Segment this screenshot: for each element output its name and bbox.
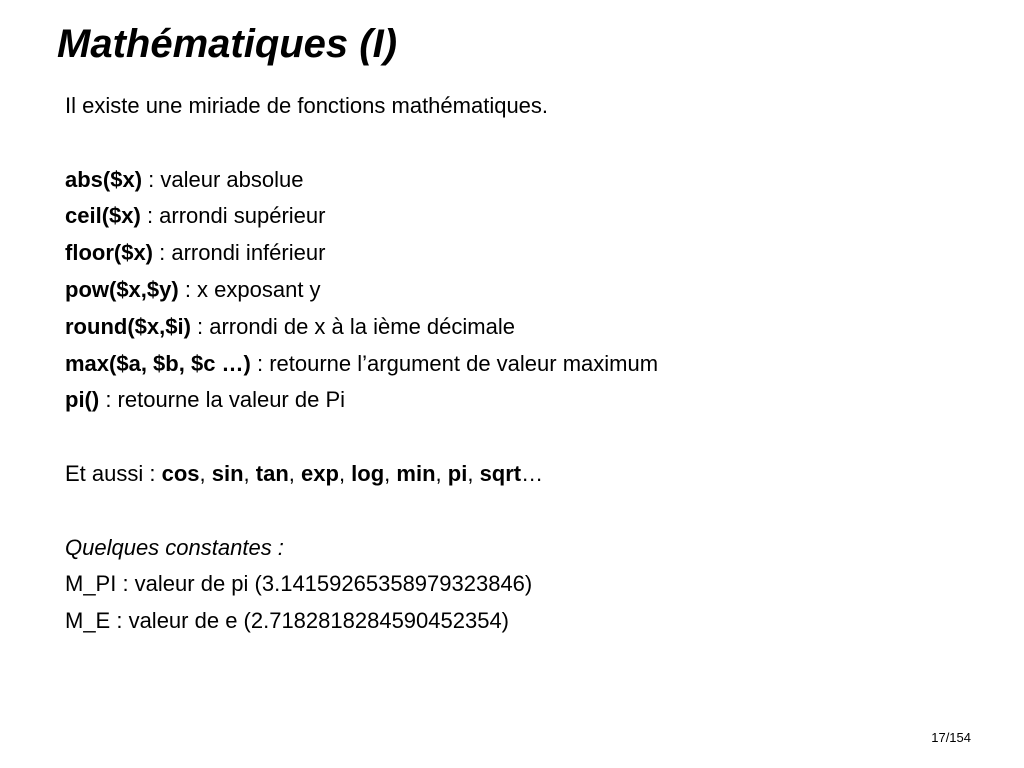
spacer [65,419,658,456]
function-name: ceil($x) [65,203,141,229]
function-line-max [65,346,658,383]
function-line-pi [65,382,658,419]
also-suffix: … [521,460,544,486]
function-description: : x exposant y [178,276,321,302]
function-description: : arrondi supérieur [140,203,326,229]
also-separator: , [199,460,212,486]
function-line-abs [65,162,658,199]
also-separator: , [338,460,352,486]
also-item: cos [161,460,200,486]
function-description: : retourne l’argument de valeur maximum [250,350,659,376]
function-description: : valeur absolue [142,166,304,192]
function-description: : arrondi inférieur [153,240,326,266]
also-separator: , [384,460,397,486]
function-line-round [65,309,658,346]
spacer [65,125,658,162]
constants-heading: Quelques constantes : [65,534,284,560]
also-item: pi [447,460,468,486]
also-separator: , [288,460,302,486]
also-item: tan [255,460,289,486]
function-description: : arrondi de x à la ième décimale [190,313,515,339]
also-separator: , [243,460,256,486]
function-name: pow($x,$y) [65,276,179,302]
also-item: min [396,460,436,486]
constant-line-pi: M_PI : valeur de pi (3.14159265358979323846) [65,571,533,597]
function-name: floor($x) [65,240,153,266]
function-description: : retourne la valeur de Pi [99,387,346,413]
function-name: round($x,$i) [65,313,191,339]
also-separator: , [467,460,480,486]
function-line-ceil [65,198,658,235]
slide-content [65,88,658,640]
function-name: abs($x) [65,166,143,192]
also-prefix: Et aussi : [65,460,162,486]
also-item: exp [301,460,339,486]
slide-title: Mathématiques (I) [57,22,398,66]
intro-text: Il existe une miriade de fonctions mathématiques. [65,93,549,118]
also-item: sin [211,460,244,486]
spacer [65,493,658,530]
function-line-floor [65,235,658,272]
function-name: max($a, $b, $c …) [65,350,251,376]
function-name: pi() [65,387,100,413]
also-item: sqrt [479,460,522,486]
page-number: 17/154 [931,730,971,745]
also-separator: , [435,460,448,486]
constant-line-e: M_E : valeur de e (2.7182818284590452354) [65,608,510,634]
function-line-pow [65,272,658,309]
also-item: log [351,460,385,486]
also-line [65,456,658,493]
